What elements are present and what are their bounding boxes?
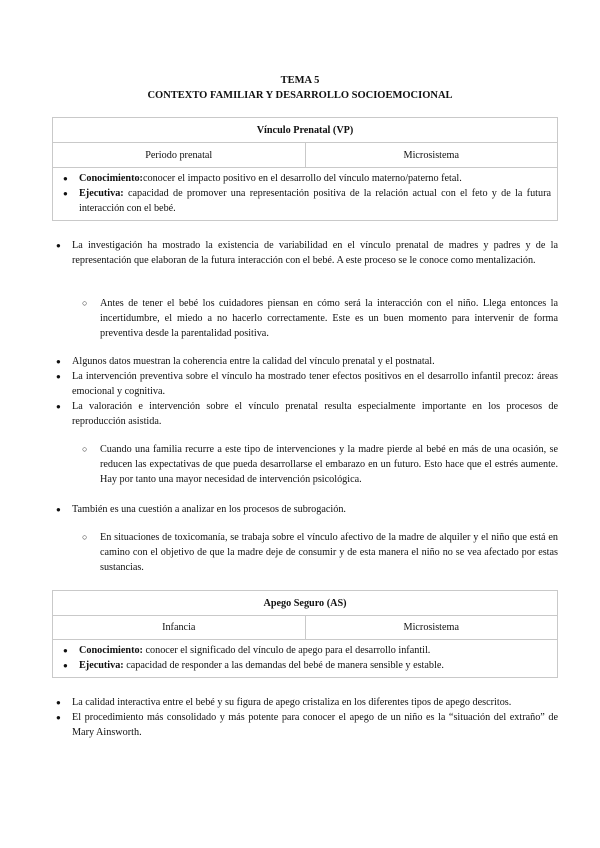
section1-sub3: ○ En situaciones de toxicomanía, se trabaja sobre el vínculo afectivo de la madre de alquiler y el niño que está en camino con el objetivo de que la madre deje de consumir y de esta manera el niño no se vea afectado por estas sustancias. [100, 530, 558, 575]
list-item: ● La valoración e intervención sobre el vínculo prenatal resulta especialmente importante en los procesos de reproducción asistida. [52, 399, 558, 429]
section1-item1: ● La investigación ha mostrado la existencia de variabilidad en el vínculo prenatal de madres y padres y de la representación que elaboran de la futura interacción con el bebé. A este proceso se le conoce como mentalización. [52, 238, 558, 268]
section1-sub1: ○ Antes de tener el bebé los cuidadores piensan en cómo será la interacción con el niño. Llega entonces la incertidumbre, el miedo a no hacerlo correctamente. Este es un buen momento para intervenir de forma preventiva desde la parentalidad positiva. [100, 296, 558, 341]
section2 [52, 695, 558, 740]
list-item: ● La intervención preventiva sobre el vínculo ha mostrado tener efectos positivos en el desarrollo infantil precoz: áreas emocional y cognitiva. [52, 369, 558, 399]
topic-title: CONTEXTO FAMILIAR Y DESARROLLO SOCIOEMOCIONAL [147, 90, 453, 101]
vp-objective-knowledge: ● Conocimiento:conocer el impacto positivo en el desarrollo del vínculo materno/paterno fetal. [59, 171, 551, 186]
vp-objectives [53, 168, 557, 220]
vp-objective-executive: ● Ejecutiva: capacidad de promover una representación positiva de la relación actual con el feto y de la futura interacción con el bebé. [59, 186, 551, 216]
vp-table [52, 117, 558, 221]
section1-sub2: ○ Cuando una familia recurre a este tipo de intervenciones y la madre pierde al bebé en más de una ocasión, se reducen las expectativas de que pueda desarrollarse el embarazo en un futuro. Esto hace que el estrés aumente. Hay por tanto una mayor necesidad de intervención psicológica. [100, 442, 558, 487]
section1-item5: ● También es una cuestión a analizar en los procesos de subrogación. [52, 502, 558, 517]
as-objective-executive: ● Ejecutiva: capacidad de responder a las demandas del bebé de manera sensible y estable. [59, 658, 551, 673]
vp-system: Microsistema [305, 143, 558, 167]
list-item: ● Algunos datos muestran la coherencia entre la calidad del vínculo prenatal y el postnatal. [52, 354, 558, 369]
topic-number: TEMA 5 [280, 75, 320, 86]
as-system: Microsistema [305, 616, 558, 639]
as-title: Apego Seguro (AS) [53, 591, 557, 616]
as-objectives [53, 640, 557, 677]
list-item: ● La calidad interactiva entre el bebé y su figura de apego cristaliza en los diferentes tipos de apego descritos. [52, 695, 558, 710]
section1-items2-4 [52, 354, 558, 429]
as-period: Infancia [162, 622, 196, 633]
as-objective-knowledge: ● Conocimiento: conocer el significado del vínculo de apego para el desarrollo infantil. [59, 643, 551, 658]
vp-period: Periodo prenatal [145, 149, 213, 161]
vp-title: Vínculo Prenatal (VP) [53, 118, 557, 143]
list-item: ● El procedimiento más consolidado y más potente para conocer el apego de un niño es la “situación del extraño” de Mary Ainsworth. [52, 710, 558, 740]
as-table [52, 590, 558, 678]
